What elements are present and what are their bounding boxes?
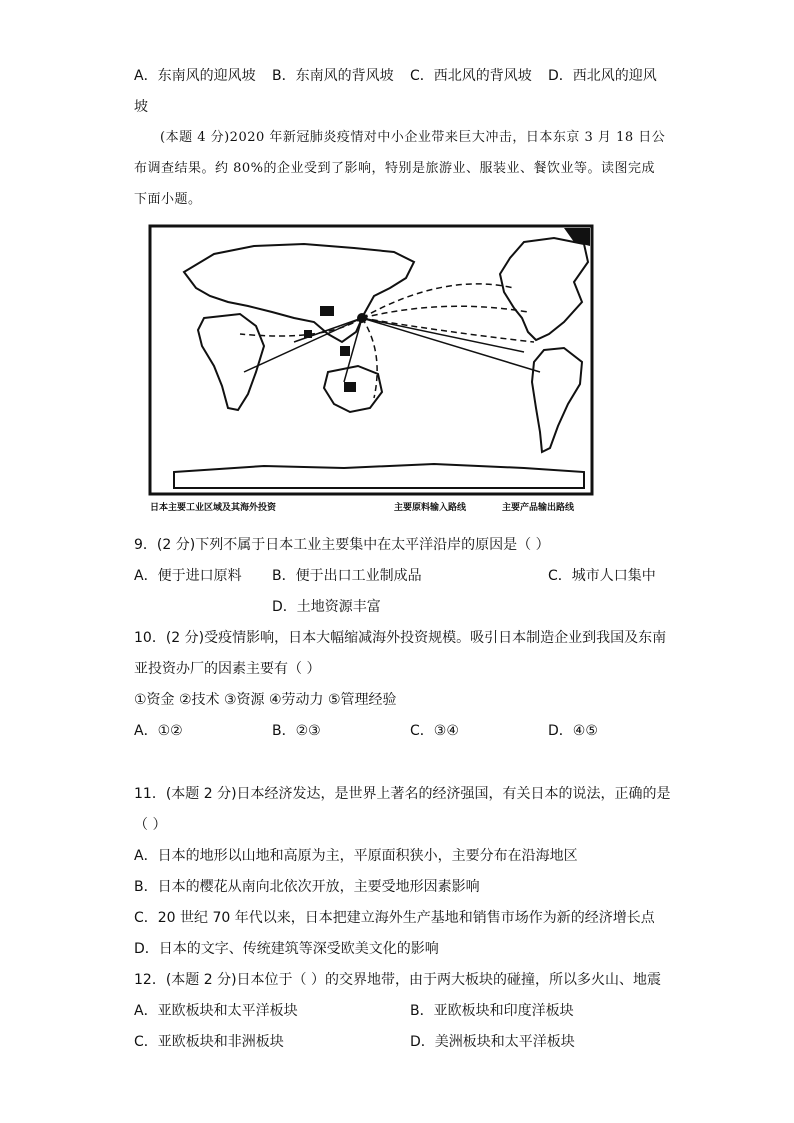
antarctica-landmass <box>174 464 584 488</box>
q9-option-c: C．城市人口集中 <box>548 568 656 584</box>
q10-option-a: A．①② <box>134 723 183 739</box>
q10-stem-1: 10．(2 分)受疫情影响，日本大幅缩减海外投资规模。吸引日本制造企业到我国及东南 <box>134 630 667 646</box>
q12-option-b: B．亚欧板块和印度洋板块 <box>410 1003 574 1019</box>
q10-stem-2: 亚投资办厂的因素主要有（ ） <box>134 661 321 677</box>
q11-stem-1: 11．(本题 2 分)日本经济发达，是世界上著名的经济强国，有关日本的说法，正确的是 <box>134 786 671 802</box>
prev-option-b: B．东南风的背风坡 <box>272 68 394 84</box>
industry-zone-mark <box>320 306 334 316</box>
prev-option-d: D．西北风的迎风 <box>548 68 657 84</box>
q10-factors: ①资金 ②技术 ③资源 ④劳动力 ⑤管理经验 <box>134 692 397 708</box>
q9-stem: 9．(2 分)下列不属于日本工业主要集中在太平洋沿岸的原因是（ ） <box>134 537 550 553</box>
q9-option-d: D．土地资源丰富 <box>272 599 381 615</box>
q10-option-d: D．④⑤ <box>548 723 598 739</box>
world-map-figure <box>144 222 598 520</box>
industry-zone-mark <box>344 382 356 392</box>
q12-stem: 12．(本题 2 分)日本位于（ ）的交界地带，由于两大板块的碰撞，所以多火山、地震 <box>134 972 661 988</box>
q12-option-c: C．亚欧板块和非洲板块 <box>134 1034 284 1050</box>
q9-option-b: B．便于出口工业制成品 <box>272 568 422 584</box>
q11-stem-2: （ ） <box>134 817 167 833</box>
intro-line-3: 下面小题。 <box>134 192 202 207</box>
q12-option-d: D．美洲板块和太平洋板块 <box>410 1034 575 1050</box>
map-legend-1: 日本主要工业区域及其海外投资 <box>150 503 277 513</box>
industry-zone-mark <box>340 346 350 356</box>
intro-line-2: 布调查结果。约 80%的企业受到了影响，特别是旅游业、服装业、餐饮业等。读图完成 <box>134 161 656 176</box>
q10-option-b: B．②③ <box>272 723 321 739</box>
q9-option-a: A．便于进口原料 <box>134 568 242 584</box>
q11-option-a: A．日本的地形以山地和高原为主，平原面积狭小，主要分布在沿海地区 <box>134 848 578 864</box>
map-legend-2: 主要原料输入路线 <box>394 503 467 513</box>
q11-option-b: B．日本的樱花从南向北依次开放，主要受地形因素影响 <box>134 879 480 895</box>
prev-option-d-wrap: 坡 <box>134 99 148 115</box>
q10-option-c: C．③④ <box>410 723 459 739</box>
q11-option-c: C．20 世纪 70 年代以来，日本把建立海外生产基地和销售市场作为新的经济增长点 <box>134 910 655 926</box>
prev-option-c: C．西北风的背风坡 <box>410 68 532 84</box>
prev-option-a: A．东南风的迎风坡 <box>134 68 256 84</box>
q11-option-d: D．日本的文字、传统建筑等深受欧美文化的影响 <box>134 941 439 957</box>
intro-line-1: (本题 4 分)2020 年新冠肺炎疫情对中小企业带来巨大冲击，日本东京 3 月 18 日公 <box>160 130 666 145</box>
map-legend-3: 主要产品输出路线 <box>502 503 575 513</box>
q12-option-a: A．亚欧板块和太平洋板块 <box>134 1003 298 1019</box>
